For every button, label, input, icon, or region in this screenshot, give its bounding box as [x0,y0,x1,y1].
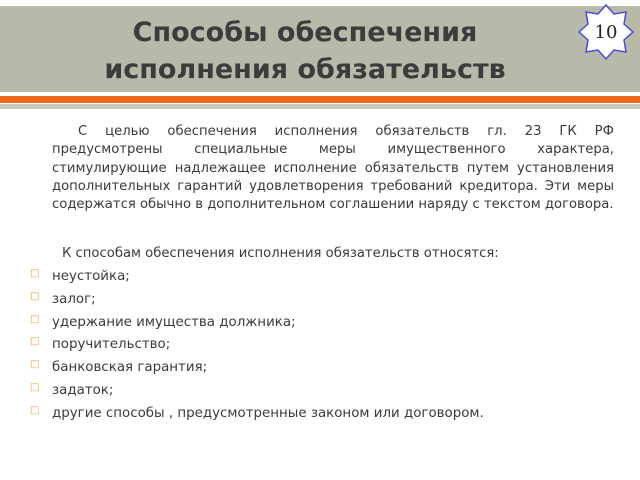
square-bullet-icon: □ [30,381,40,393]
square-bullet-icon: □ [30,313,40,325]
list-item [30,291,630,314]
methods-list [30,268,630,428]
page-number-badge [578,4,634,60]
list-item-text: удержание имущества должника; [52,314,296,330]
square-bullet-icon: □ [30,336,40,348]
methods-intro: К способам обеспечения исполнения обязательств относятся: [62,246,499,261]
list-item [30,382,630,405]
list-item [30,314,630,337]
square-bullet-icon: □ [30,268,40,279]
body-paragraph: С целью обеспечения исполнения обязательств гл. 23 ГК РФ предусмотрены специальные меры имущественного характера, стимулирующие надлежащее исполнение обязательств путем установления дополнительных гарантий удовлетворения требований кредитора. Эти меры содержатся обычно в дополнительном соглашении наряду с текстом договора. [52,124,614,213]
list-item [30,359,630,382]
list-item-text: залог; [52,291,96,307]
accent-stripe [0,96,640,103]
list-item-text: задаток; [52,382,114,398]
list-item [30,405,630,428]
square-bullet-icon: □ [30,290,40,302]
page-number: 10 [594,22,618,43]
square-bullet-icon: □ [30,404,40,416]
list-item [30,268,630,291]
square-bullet-icon: □ [30,359,40,371]
list-item [30,336,630,359]
divider-stripe [0,104,640,109]
list-item-text: другие способы , предусмотренные законом или договором. [52,405,484,421]
title-band [0,6,640,92]
list-item-text: поручительство; [52,337,171,353]
list-item-text: банковская гарантия; [52,360,208,376]
slide-title: Способы обеспечения исполнения обязательств [104,17,506,85]
list-item-text: неустойка; [52,269,130,284]
